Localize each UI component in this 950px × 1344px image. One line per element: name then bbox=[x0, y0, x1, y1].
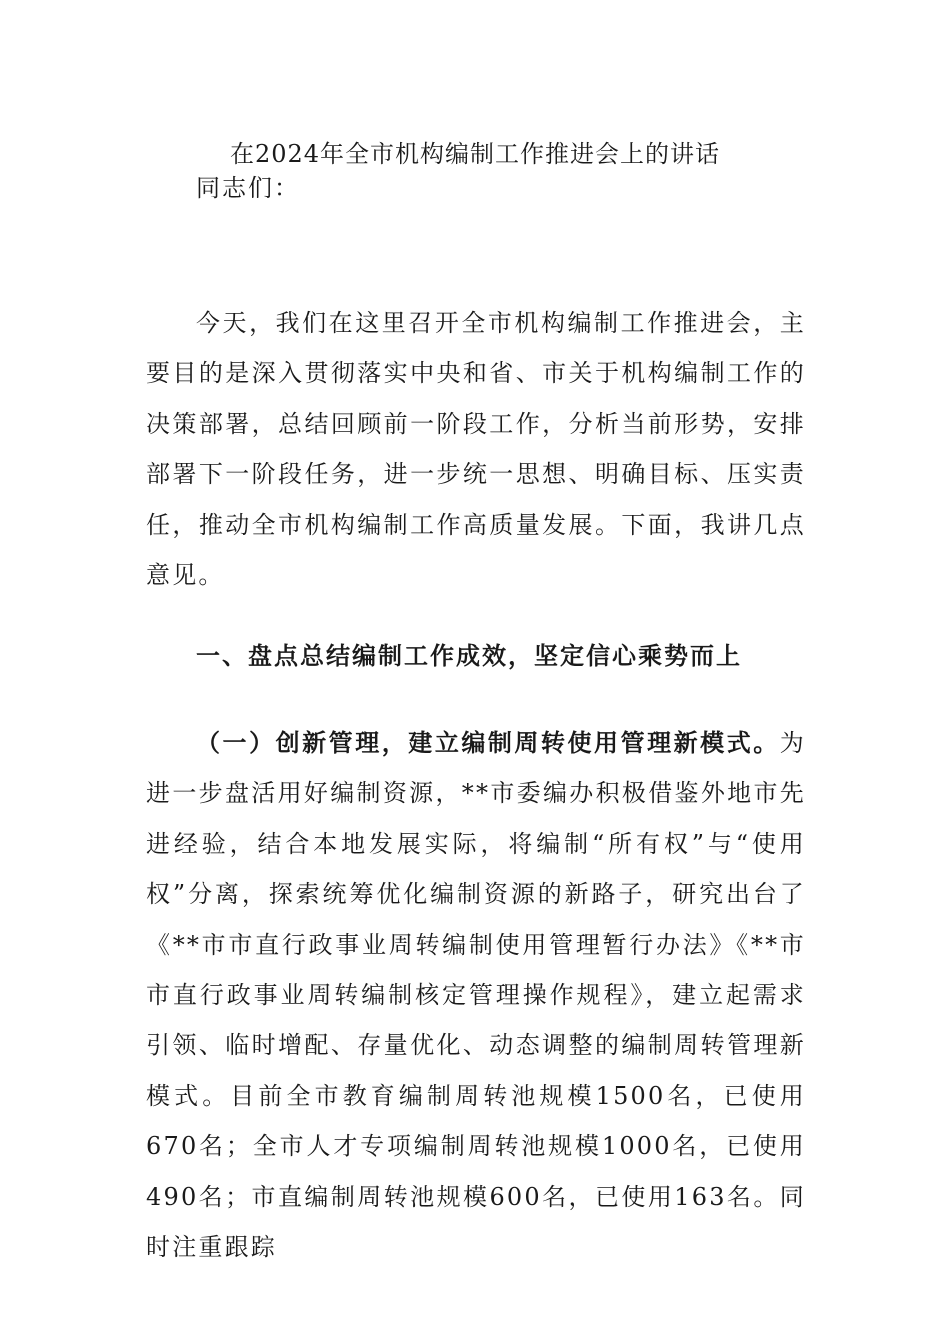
subsection-lead: （一）创新管理，建立编制周转使用管理新模式。 bbox=[196, 728, 780, 757]
salutation: 同志们： bbox=[196, 174, 300, 202]
subsection-paragraph bbox=[146, 718, 806, 1272]
subsection-text: 为进一步盘活用好编制资源，**市委编办积极借鉴外地市先进经验，结合本地发展实际，将编制“所有权”与“使用权”分离，探索统筹优化编制资源的新路子，研究出台了《**市市直行政事业周转编制使用管理暂行办法》《**市市直行政事业周转编制核定管理操作规程》，建立起需求引领、临时增配、存量优化、动态调整的编制周转管理新模式。目前全市教育编制周转池规模1500名，已使用670名；全市人才专项编制周转池规模1000名，已使用490名；市直编制周转池规模600名，已使用163名。同时注重跟踪 bbox=[146, 729, 806, 1262]
section-heading: 一、盘点总结编制工作成效，坚定信心乘势而上 bbox=[196, 641, 742, 670]
intro-paragraph: 今天，我们在这里召开全市机构编制工作推进会，主要目的是深入贯彻落实中央和省、市关于机构编制工作的决策部署，总结回顾前一阶段工作，分析当前形势，安排部署下一阶段任务，进一步统一思想、明确目标、压实责任，推动全市机构编制工作高质量发展。下面，我讲几点意见。 bbox=[146, 309, 806, 590]
document-title: 在2024年全市机构编制工作推进会上的讲话 bbox=[229, 140, 721, 168]
